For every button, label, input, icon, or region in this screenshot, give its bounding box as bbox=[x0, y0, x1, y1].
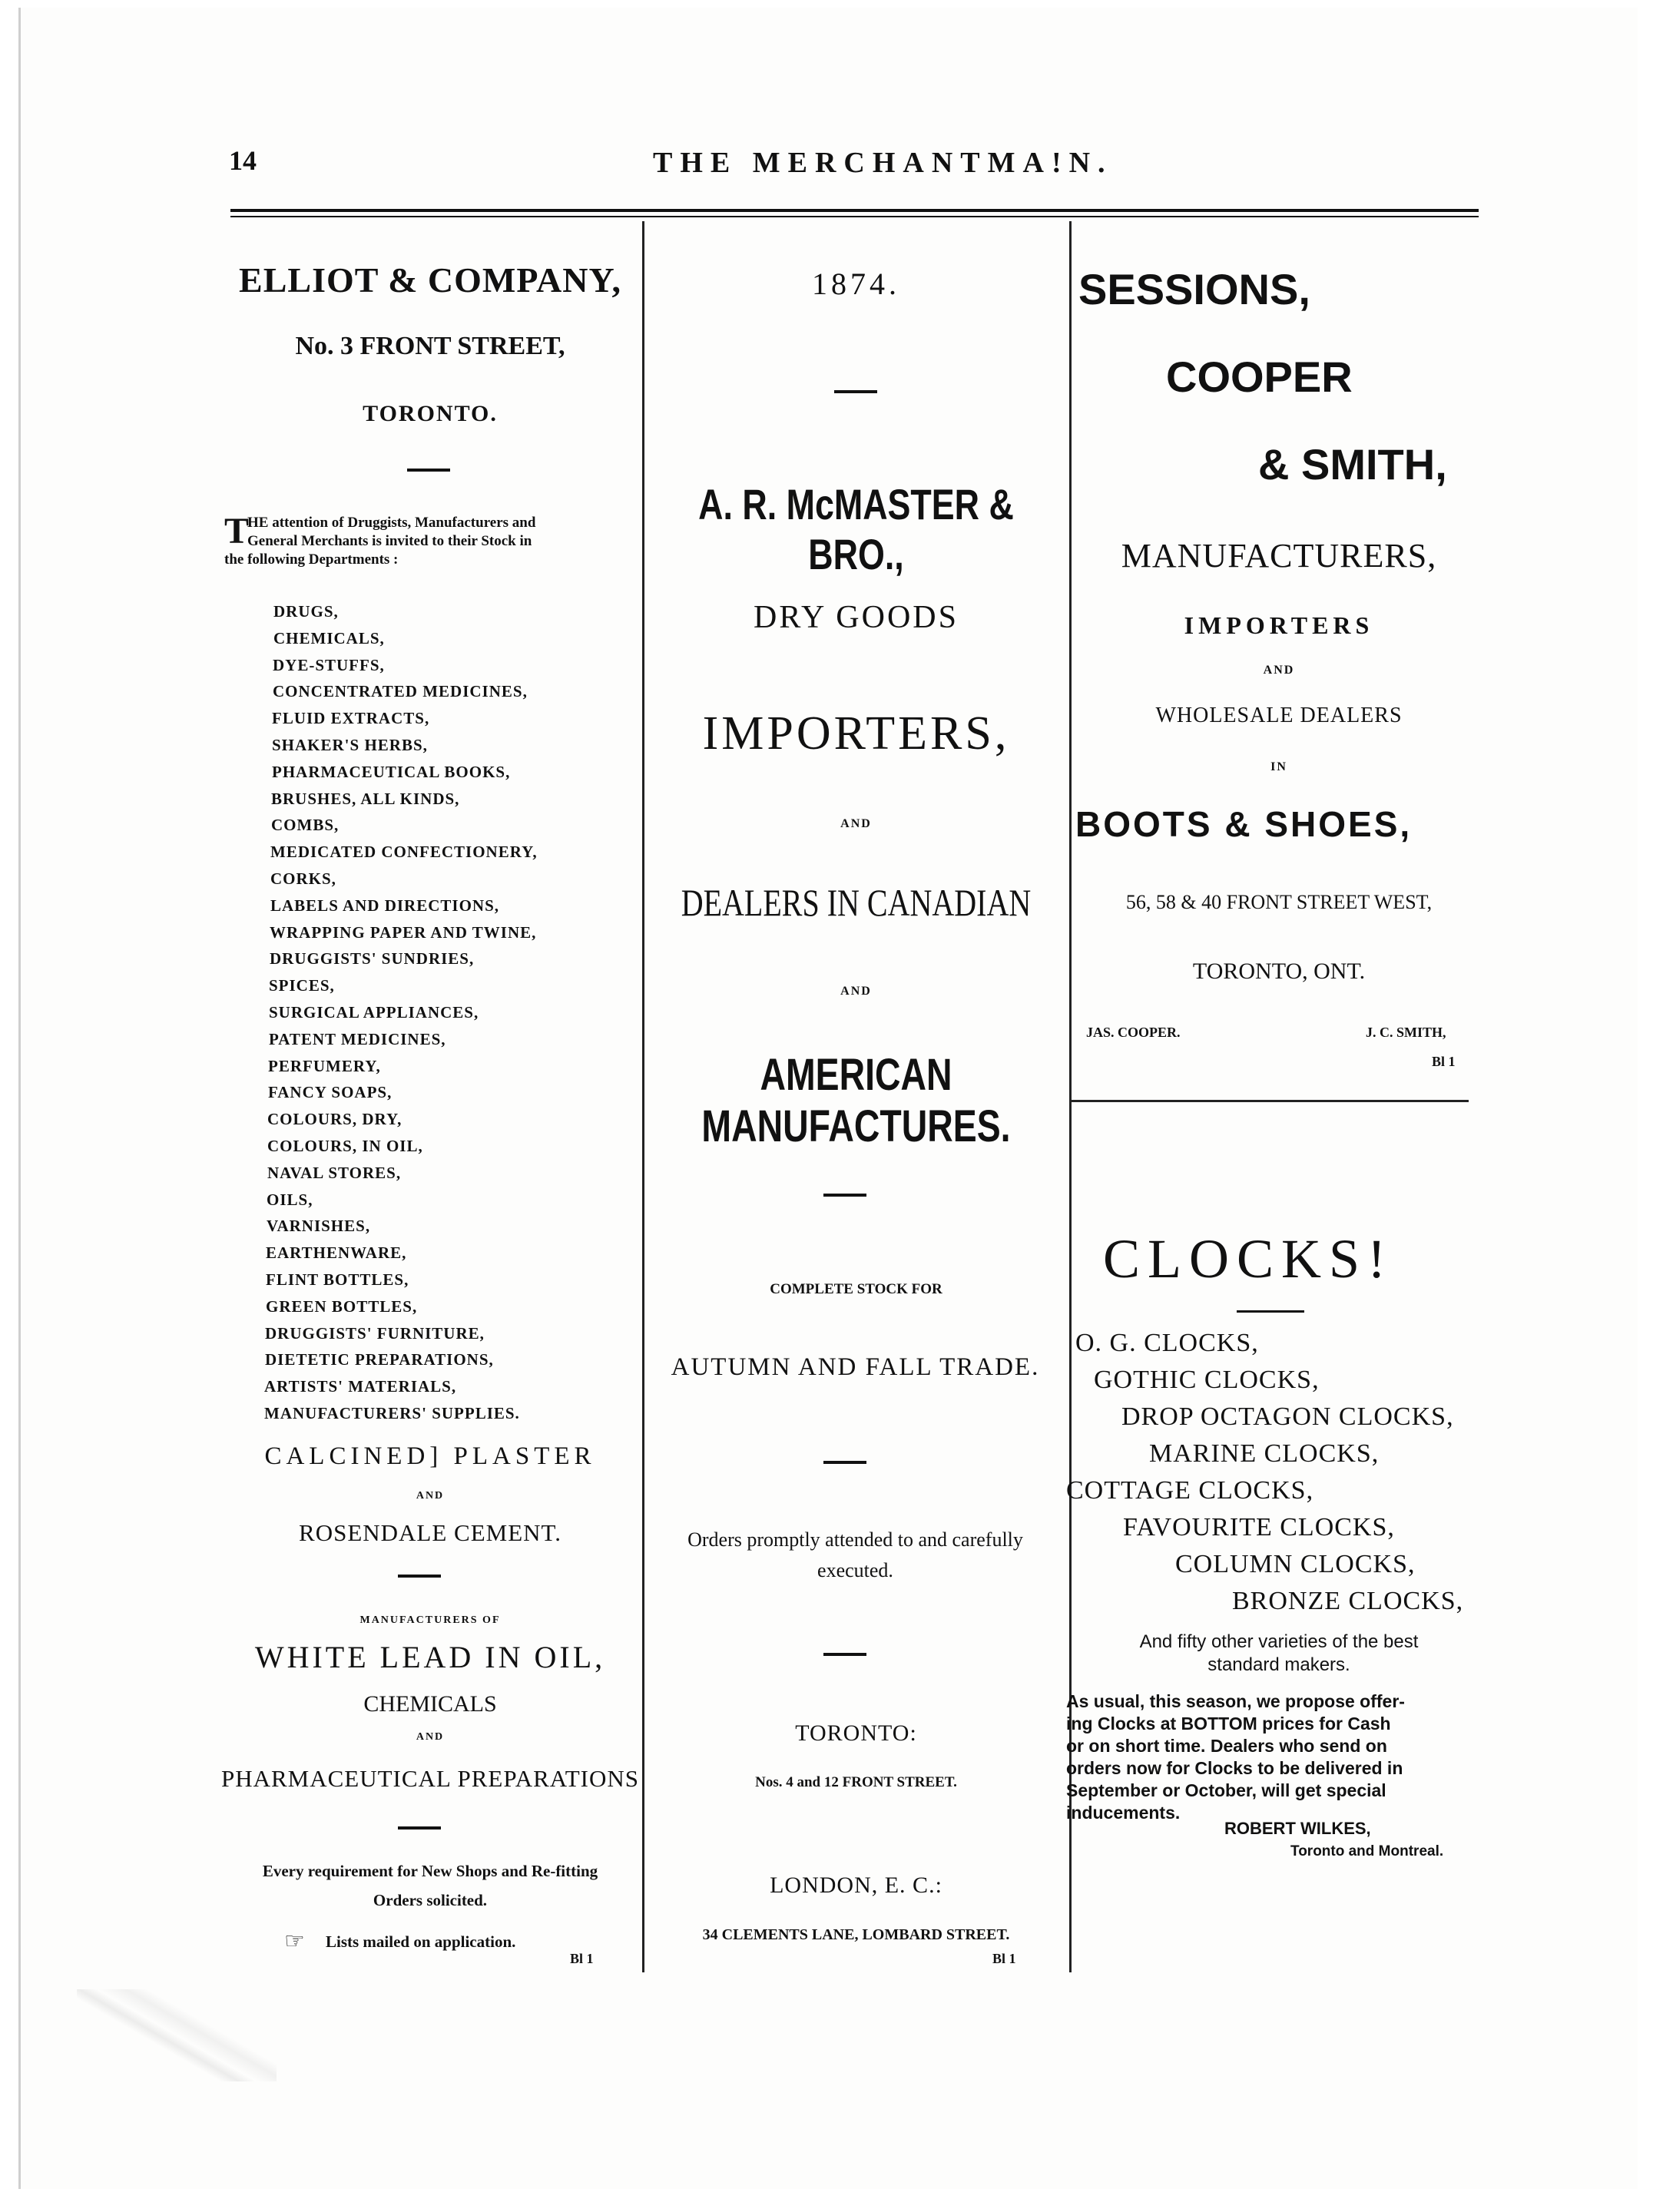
page-number: 14 bbox=[229, 145, 257, 176]
department-item: NAVAL STORES, bbox=[267, 1163, 402, 1182]
dealers-in-canadian: DEALERS IN CANADIAN bbox=[681, 881, 1032, 924]
intro-line-3: the following Departments : bbox=[224, 551, 399, 568]
department-item: ARTISTS' MATERIALS, bbox=[264, 1377, 457, 1396]
separator-dash bbox=[1237, 1310, 1304, 1313]
in-label: IN bbox=[1270, 760, 1287, 773]
clocks-note-line: As usual, this season, we propose offer- bbox=[1066, 1691, 1405, 1711]
right-ad-code: Bl 1 bbox=[1432, 1054, 1456, 1069]
clocks-note-line: or on short time. Dealers who send on bbox=[1066, 1736, 1387, 1756]
separator-dash bbox=[834, 390, 877, 393]
and-label-right: AND bbox=[1263, 664, 1295, 677]
department-item: SURGICAL APPLIANCES, bbox=[269, 1003, 479, 1022]
sessions-name: SESSIONS, bbox=[1078, 265, 1310, 313]
header-rule bbox=[230, 209, 1479, 212]
clock-item: DROP OCTAGON CLOCKS, bbox=[1121, 1402, 1454, 1431]
header-rule-thin bbox=[230, 216, 1479, 217]
clock-item: MARINE CLOCKS, bbox=[1149, 1439, 1380, 1468]
department-item: CORKS, bbox=[270, 869, 336, 888]
department-item: LABELS AND DIRECTIONS, bbox=[270, 896, 499, 915]
toronto-address: Nos. 4 and 12 FRONT STREET. bbox=[755, 1774, 957, 1790]
rosendale-cement: ROSENDALE CEMENT. bbox=[299, 1519, 561, 1546]
london-address: 34 CLEMENTS LANE, LOMBARD STREET. bbox=[702, 1926, 1010, 1943]
clocks-note-line: ing Clocks at BOTTOM prices for Cash bbox=[1066, 1714, 1391, 1734]
intro-drop-cap: T bbox=[224, 511, 250, 551]
department-item: DRUGGISTS' SUNDRIES, bbox=[270, 949, 475, 969]
separator-dash bbox=[823, 1194, 866, 1197]
elliot-company-name: ELLIOT & COMPANY, bbox=[239, 260, 621, 300]
signer-name: ROBERT WILKES, bbox=[1224, 1819, 1371, 1838]
department-item: OILS, bbox=[267, 1190, 313, 1209]
department-item: EARTHENWARE, bbox=[266, 1243, 407, 1263]
smith-name: & SMITH, bbox=[1258, 440, 1447, 488]
clock-item: BRONZE CLOCKS, bbox=[1232, 1587, 1464, 1615]
department-item: GREEN BOTTLES, bbox=[266, 1296, 418, 1316]
intro-line-2: General Merchants is invited to their Stock in bbox=[247, 533, 532, 549]
wholesale-dealers: WHOLESALE DEALERS bbox=[1155, 704, 1403, 727]
and-label-1: AND bbox=[416, 1490, 445, 1502]
clock-item: FAVOURITE CLOCKS, bbox=[1123, 1513, 1395, 1541]
pharmaceutical-preparations: PHARMACEUTICAL PREPARATIONS bbox=[220, 1765, 640, 1792]
toronto-heading: TORONTO: bbox=[795, 1720, 917, 1746]
department-item: COLOURS, DRY, bbox=[267, 1110, 402, 1129]
department-item: DRUGS, bbox=[273, 602, 339, 621]
signer-place: Toronto and Montreal. bbox=[1290, 1843, 1444, 1859]
manufacturers-heading: MANUFACTURERS, bbox=[1121, 537, 1437, 575]
boots-and-shoes: BOOTS & SHOES, bbox=[1075, 804, 1413, 844]
partner-cooper: JAS. COOPER. bbox=[1086, 1025, 1181, 1040]
ad-divider-rule bbox=[1071, 1100, 1469, 1102]
department-item: COMBS, bbox=[271, 816, 340, 835]
separator-dash bbox=[823, 1653, 866, 1656]
department-item: SHAKER'S HERBS, bbox=[272, 736, 428, 754]
page-scuff-mark bbox=[77, 1989, 277, 2081]
clock-item: COTTAGE CLOCKS, bbox=[1066, 1476, 1314, 1505]
department-item: FLUID EXTRACTS, bbox=[272, 709, 430, 728]
separator-dash bbox=[823, 1461, 866, 1464]
clock-item: COLUMN CLOCKS, bbox=[1175, 1550, 1416, 1578]
sessions-address: 56, 58 & 40 FRONT STREET WEST, bbox=[1125, 891, 1433, 913]
dry-goods: DRY GOODS bbox=[754, 600, 959, 635]
chemicals-heading: CHEMICALS bbox=[363, 1691, 497, 1717]
cooper-name: COOPER bbox=[1166, 353, 1353, 401]
department-item: DRUGGISTS' FURNITURE, bbox=[265, 1323, 485, 1343]
calcined-plaster: CALCINED] PLASTER bbox=[264, 1442, 596, 1470]
american-manufactures: AMERICAN MANUFACTURES. bbox=[701, 1050, 1011, 1151]
clock-item: GOTHIC CLOCKS, bbox=[1094, 1366, 1320, 1394]
varieties-line-1: And fifty other varieties of the best bbox=[1139, 1631, 1419, 1652]
department-item: WRAPPING PAPER AND TWINE, bbox=[270, 922, 537, 942]
department-item: PATENT MEDICINES, bbox=[269, 1029, 446, 1048]
lists-mailed: Lists mailed on application. bbox=[326, 1932, 516, 1951]
separator-dash bbox=[407, 469, 450, 472]
department-item: FLINT BOTTLES, bbox=[266, 1270, 409, 1289]
orders-line-2: executed. bbox=[817, 1559, 893, 1581]
sessions-city: TORONTO, ONT. bbox=[1192, 959, 1366, 984]
importers-right: IMPORTERS bbox=[1184, 611, 1374, 639]
elliot-address: No. 3 FRONT STREET, bbox=[295, 332, 565, 360]
year-1874: 1874. bbox=[812, 267, 900, 301]
london-heading: LONDON, E. C.: bbox=[770, 1873, 942, 1898]
clock-item: O. G. CLOCKS, bbox=[1075, 1329, 1259, 1357]
department-item: MANUFACTURERS' SUPPLIES. bbox=[264, 1404, 520, 1422]
clocks-note-line: orders now for Clocks to be delivered in bbox=[1066, 1758, 1403, 1778]
department-item: CHEMICALS, bbox=[273, 628, 385, 647]
department-item: PHARMACEUTICAL BOOKS, bbox=[272, 762, 511, 781]
clocks-title: CLOCKS! bbox=[1103, 1228, 1394, 1290]
complete-stock-for: COMPLETE STOCK FOR bbox=[770, 1281, 942, 1297]
department-item: BRUSHES, ALL KINDS, bbox=[271, 789, 460, 808]
separator-dash bbox=[398, 1575, 441, 1578]
partner-smith: J. C. SMITH, bbox=[1366, 1025, 1446, 1040]
requirement-line-2: Orders solicited. bbox=[373, 1891, 488, 1909]
department-item: SPICES, bbox=[269, 976, 335, 995]
pointing-hand-icon: ☞ bbox=[284, 1928, 305, 1955]
department-item: DIETETIC PREPARATIONS, bbox=[265, 1350, 494, 1369]
department-item: DYE-STUFFS, bbox=[273, 655, 385, 674]
autumn-fall-trade: AUTUMN AND FALL TRADE. bbox=[671, 1353, 1040, 1381]
orders-line-1: Orders promptly attended to and carefully bbox=[687, 1528, 1023, 1551]
department-item: VARNISHES, bbox=[267, 1217, 371, 1236]
column-divider-left bbox=[642, 221, 644, 1972]
separator-dash bbox=[398, 1826, 441, 1830]
department-item: CONCENTRATED MEDICINES, bbox=[273, 682, 528, 701]
varieties-line-2: standard makers. bbox=[1207, 1654, 1350, 1675]
importers-heading: IMPORTERS, bbox=[702, 707, 1010, 760]
white-lead-in-oil: WHITE LEAD IN OIL, bbox=[254, 1640, 606, 1674]
manufacturers-of: MANUFACTURERS OF bbox=[359, 1614, 501, 1626]
left-ad-code: Bl 1 bbox=[570, 1951, 594, 1966]
clocks-note-line: September or October, will get special bbox=[1066, 1780, 1386, 1800]
running-title: THE MERCHANTMA!N. bbox=[653, 147, 1113, 179]
and-label-mid-2: AND bbox=[840, 985, 872, 998]
elliot-city: TORONTO. bbox=[363, 401, 498, 426]
department-item: PERFUMERY, bbox=[268, 1056, 381, 1075]
mcmaster-company-name: A. R. McMASTER & BRO., bbox=[698, 480, 1014, 578]
requirement-line-1: Every requirement for New Shops and Re-fitting bbox=[262, 1862, 598, 1880]
department-item: MEDICATED CONFECTIONERY, bbox=[270, 843, 538, 862]
and-label-2: AND bbox=[416, 1731, 445, 1743]
intro-line-1: HE attention of Druggists, Manufacturers and bbox=[247, 515, 536, 531]
middle-ad-code: Bl 1 bbox=[992, 1951, 1016, 1966]
clocks-note-line: inducements. bbox=[1066, 1803, 1181, 1823]
department-item: COLOURS, IN OIL, bbox=[267, 1137, 423, 1155]
department-item: FANCY SOAPS, bbox=[268, 1083, 393, 1102]
and-label-mid-1: AND bbox=[840, 817, 872, 830]
